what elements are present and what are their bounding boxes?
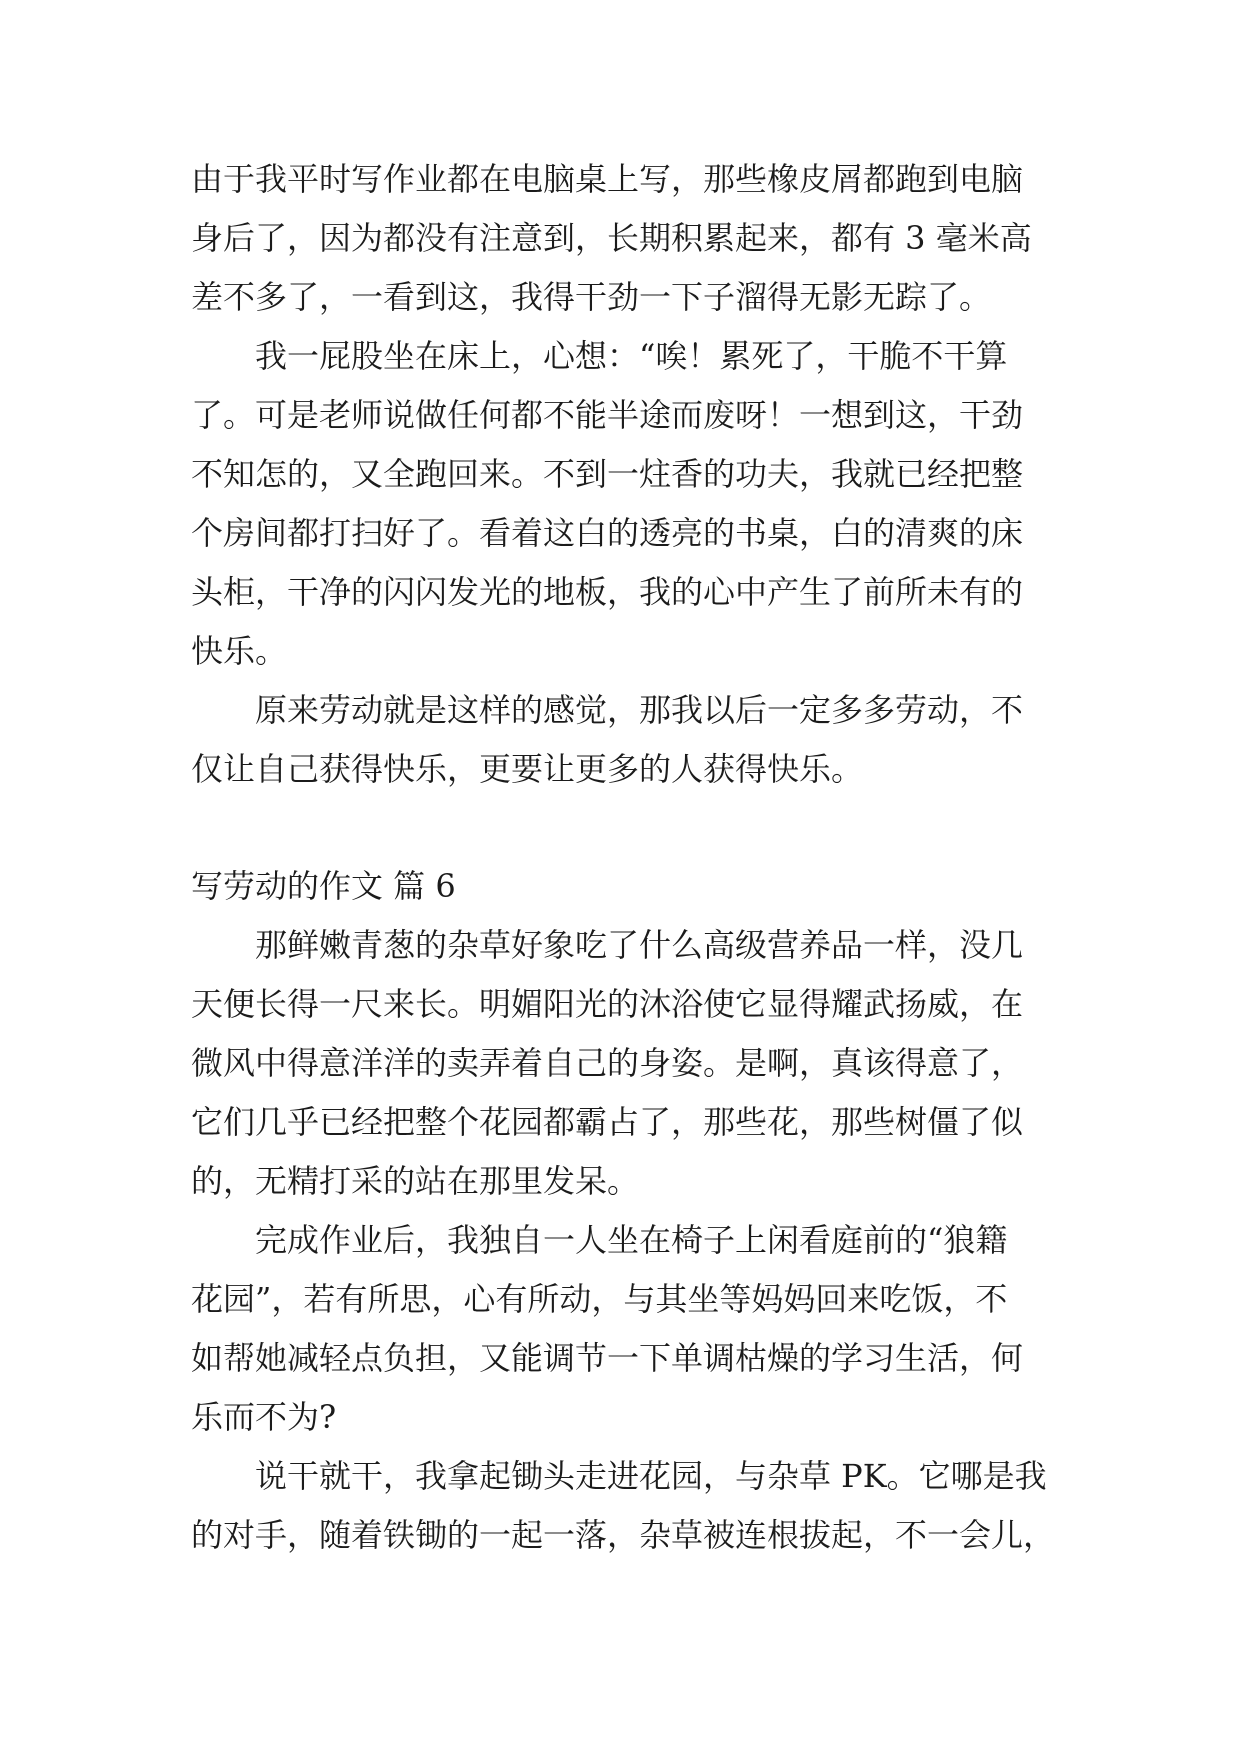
text-line: 花园”，若有所思，心有所动，与其坐等妈妈回来吃饭，不 <box>191 1280 1008 1318</box>
section-title: 写劳动的作文 篇 6 <box>191 867 456 905</box>
paragraph <box>191 327 1061 681</box>
paragraph <box>191 916 1061 1211</box>
text-line: 那鲜嫩青葱的杂草好象吃了什么高级营养品一样，没几 <box>255 926 1024 964</box>
document-body <box>191 150 1061 1565</box>
text-line: 乐而不为? <box>191 1398 337 1436</box>
text-line: 由于我平时写作业都在电脑桌上写，那些橡皮屑都跑到电脑 <box>191 160 1024 198</box>
text-line: 我一屁股坐在床上，心想：“唉！累死了，干脆不干算 <box>255 337 1008 375</box>
text-line: 的，无精打采的站在那里发呆。 <box>191 1162 640 1200</box>
text-line: 的对手，随着铁锄的一起一落，杂草被连根拔起，不一会儿， <box>191 1516 1056 1554</box>
text-line: 微风中得意洋洋的卖弄着自己的身姿。是啊，真该得意了， <box>191 1044 1024 1082</box>
text-line: 如帮她减轻点负担，又能调节一下单调枯燥的学习生活，何 <box>191 1339 1024 1377</box>
text-line: 它们几乎已经把整个花园都霸占了，那些花，那些树僵了似 <box>191 1103 1024 1141</box>
text-line: 身后了，因为都没有注意到，长期积累起来，都有 3 毫米高 <box>191 219 1032 257</box>
text-line: 个房间都打扫好了。看着这白的透亮的书桌，白的清爽的床 <box>191 514 1024 552</box>
text-line: 了。可是老师说做任何都不能半途而废呀！一想到这，干劲 <box>191 396 1024 434</box>
paragraph <box>191 1447 1061 1565</box>
paragraph <box>191 681 1061 799</box>
paragraph <box>191 1211 1061 1447</box>
text-line: 完成作业后，我独自一人坐在椅子上闲看庭前的“狼籍 <box>255 1221 1008 1259</box>
text-line: 不知怎的，又全跑回来。不到一炷香的功夫，我就已经把整 <box>191 455 1024 493</box>
text-line: 头柜，干净的闪闪发光的地板，我的心中产生了前所未有的 <box>191 573 1024 611</box>
text-line: 快乐。 <box>191 632 288 670</box>
text-line: 天便长得一尺来长。明媚阳光的沐浴使它显得耀武扬威，在 <box>191 985 1024 1023</box>
text-line: 仅让自己获得快乐，更要让更多的人获得快乐。 <box>191 750 864 788</box>
text-line: 差不多了，一看到这，我得干劲一下子溜得无影无踪了。 <box>191 278 992 316</box>
text-line: 原来劳动就是这样的感觉，那我以后一定多多劳动，不 <box>255 691 1024 729</box>
text-line: 说干就干，我拿起锄头走进花园，与杂草 PK。它哪是我 <box>255 1457 1047 1495</box>
paragraph <box>191 150 1061 327</box>
